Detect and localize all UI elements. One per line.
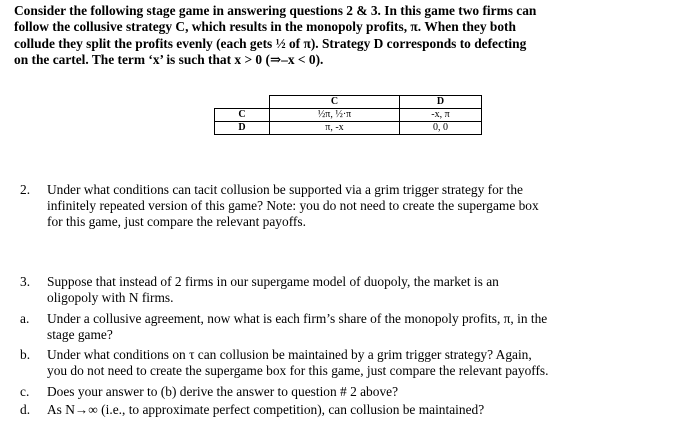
row-header-c: C <box>215 109 270 122</box>
subquestion-label: d. <box>20 402 31 417</box>
subquestion-label: c. <box>20 384 30 399</box>
payoff-cell-cc: ½π, ½·π <box>270 109 400 122</box>
question-line: oligopoly with N firms. <box>47 290 174 306</box>
payoff-cell-dd: 0, 0 <box>400 122 482 135</box>
payoff-cell-dc: π, -x <box>270 122 400 135</box>
subquestion-label: a. <box>20 311 30 326</box>
question-2 <box>20 182 680 232</box>
payoff-cell-cd: -x, π <box>400 109 482 122</box>
question-line: Under what conditions can tacit collusion be supported via a grim trigger strategy for the <box>47 182 523 197</box>
question-line: stage game? <box>47 327 113 343</box>
subquestion-text <box>47 402 683 418</box>
question-3d <box>20 402 680 419</box>
subquestion-text <box>47 347 683 379</box>
question-line: for this game, just compare the relevant payoffs. <box>47 214 306 230</box>
table-corner <box>215 96 270 109</box>
col-header-c: C <box>270 96 400 109</box>
intro-paragraph <box>14 3 684 69</box>
question-number: 2. <box>20 182 31 197</box>
question-3c <box>20 384 680 401</box>
intro-line: Consider the following stage game in answering questions 2 & 3. In this game two firms can <box>14 3 537 18</box>
subquestion-text <box>47 384 683 400</box>
question-line: Under a collusive agreement, now what is each firm’s share of the monopoly profits, π, in the <box>47 311 548 326</box>
question-line: Under what conditions on τ can collusion be maintained by a grim trigger strategy? Again, <box>47 347 532 362</box>
intro-line: follow the collusive strategy C, which results in the monopoly profits, π. When they both <box>14 19 516 35</box>
question-line: As N→∞ (i.e., to approximate perfect competition), can collusion be maintained? <box>47 402 485 417</box>
question-text <box>47 182 677 231</box>
question-text <box>47 274 677 306</box>
col-header-d: D <box>400 96 482 109</box>
question-3b <box>20 347 680 381</box>
intro-line: collude they split the profits evenly (each gets ½ of π). Strategy D corresponds to defecting <box>14 35 527 51</box>
subquestion-text <box>47 311 683 343</box>
payoff-table <box>214 95 482 135</box>
question-3 <box>20 274 680 308</box>
row-header-d: D <box>215 122 270 135</box>
question-line: Does your answer to (b) derive the answer to question # 2 above? <box>47 384 399 399</box>
question-line: infinitely repeated version of this game? Note: you do not need to create the supergame box <box>47 198 539 214</box>
question-line: you do not need to create the supergame box for this game, just compare the relevant payoffs. <box>47 363 549 379</box>
question-3a <box>20 311 680 345</box>
subquestion-label: b. <box>20 347 31 362</box>
question-line: Suppose that instead of 2 firms in our supergame model of duopoly, the market is an <box>47 274 499 289</box>
intro-line: on the cartel. The term ‘x’ is such that x > 0 (⇒–x < 0). <box>14 52 324 68</box>
question-number: 3. <box>20 274 31 289</box>
